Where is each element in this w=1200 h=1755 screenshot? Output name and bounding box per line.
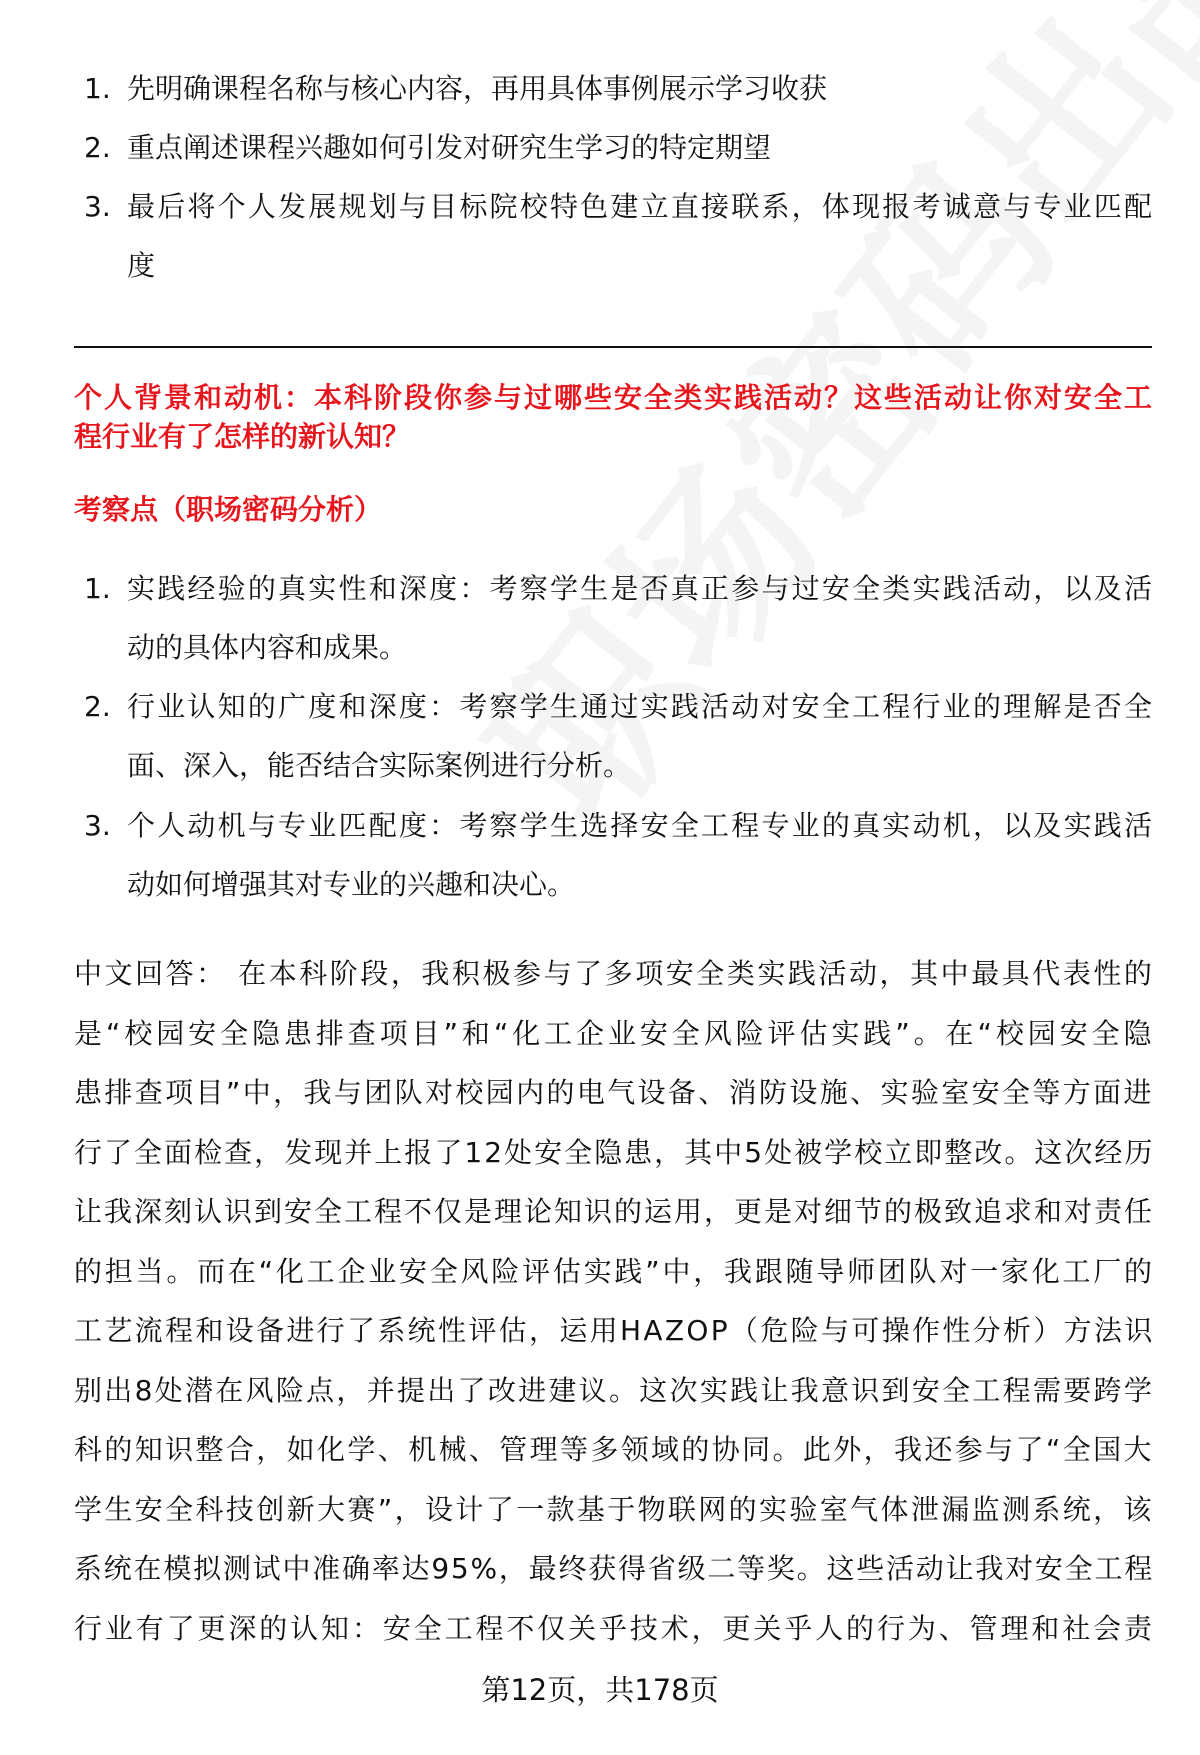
answer-line: 的担当。而在“化工企业安全风险评估实践”中，我跟随导师团队对一家化工厂的	[74, 1255, 1155, 1288]
question-heading: 个人背景和动机：本科阶段你参与过哪些安全类实践活动？这些活动让你对安全工	[74, 381, 1155, 414]
answer-line: 是“校园安全隐患排查项目”和“化工企业安全风险评估实践”。在“校园安全隐	[74, 1017, 1156, 1050]
list-number: 2.	[84, 690, 111, 723]
list-item-continuation: 度	[127, 249, 156, 282]
list-item-continuation: 动的具体内容和成果。	[127, 631, 408, 664]
list-number: 1.	[84, 572, 111, 605]
divider	[74, 346, 1152, 348]
answer-line: 让我深刻认识到安全工程不仅是理论知识的运用，更是对细节的极致追求和对责任	[74, 1195, 1155, 1228]
list-item-continuation: 动如何增强其对专业的兴趣和决心。	[127, 868, 576, 901]
list-item: 重点阐述课程兴趣如何引发对研究生学习的特定期望	[127, 131, 772, 164]
answer-line: 患排查项目”中，我与团队对校园内的电气设备、消防设施、实验室安全等方面进	[74, 1076, 1154, 1109]
answer-line: 中文回答： 在本科阶段，我积极参与了多项安全类实践活动，其中最具代表性的	[74, 957, 1155, 990]
answer-line: 系统在模拟测试中准确率达95%，最终获得省级二等奖。这些活动让我对安全工程	[74, 1552, 1155, 1585]
answer-line: 工艺流程和设备进行了系统性评估，运用HAZOP（危险与可操作性分析）方法识	[74, 1314, 1155, 1347]
list-item: 实践经验的真实性和深度：考察学生是否真正参与过安全类实践活动，以及活	[127, 572, 1155, 605]
answer-line: 行业有了更深的认知：安全工程不仅关乎技术，更关乎人的行为、管理和社会责	[74, 1612, 1155, 1645]
list-item: 最后将个人发展规划与目标院校特色建立直接联系，体现报考诚意与专业匹配	[127, 190, 1155, 223]
answer-line: 科的知识整合，如化学、机械、管理等多领域的协同。此外，我还参与了“全国大	[74, 1433, 1154, 1466]
answer-line: 学生安全科技创新大赛”，设计了一款基于物联网的实验室气体泄漏监测系统，该	[74, 1493, 1154, 1526]
section-title: 考察点（职场密码分析）	[74, 493, 383, 526]
list-item: 行业认知的广度和深度：考察学生通过实践活动对安全工程行业的理解是否全	[127, 690, 1155, 723]
page-number: 第12页，共178页	[481, 1673, 719, 1707]
list-number: 3.	[84, 190, 111, 223]
list-item: 个人动机与专业匹配度：考察学生选择安全工程专业的真实动机，以及实践活	[127, 809, 1155, 842]
list-item-continuation: 面、深入，能否结合实际案例进行分析。	[127, 749, 632, 782]
answer-line: 行了全面检查，发现并上报了12处安全隐患，其中5处被学校立即整改。这次经历	[74, 1136, 1155, 1169]
list-number: 1.	[84, 72, 111, 105]
list-item: 先明确课程名称与核心内容，再用具体事例展示学习收获	[127, 72, 828, 105]
list-number: 3.	[84, 809, 111, 842]
question-heading-cont: 程行业有了怎样的新认知？	[74, 420, 411, 453]
answer-line: 别出8处潜在风险点，并提出了改进建议。这次实践让我意识到安全工程需要跨学	[74, 1374, 1155, 1407]
list-number: 2.	[84, 131, 111, 164]
